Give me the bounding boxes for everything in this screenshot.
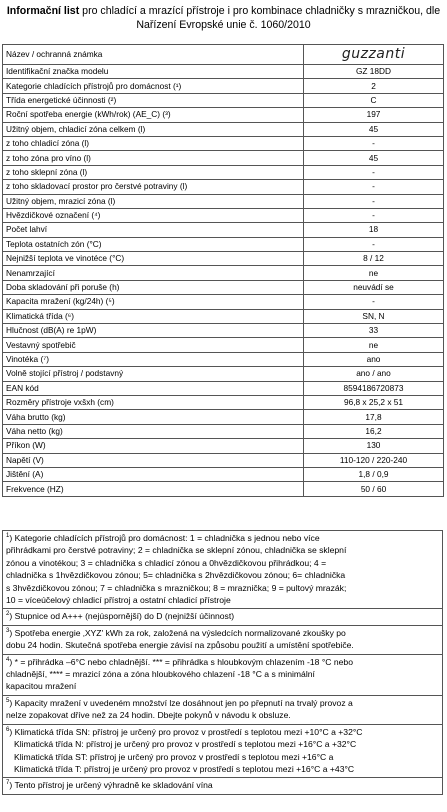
row-value: - [304, 208, 444, 222]
row-label: Nejnižší teplota ve vinotéce (°C) [3, 252, 304, 266]
row-value: neuvádí se [304, 280, 444, 294]
title-rest: pro chladící a mrazící přístroje i pro kombinace chladničky s mrazničkou, dle Nařízení Evropské unie č. 1060/2010 [79, 5, 441, 31]
table-row [3, 467, 444, 481]
row-label: Frekvence (HZ) [3, 482, 304, 496]
row-label: Hvězdičkové označení (⁴) [3, 208, 304, 222]
table-row [3, 367, 444, 381]
footnote-line: dobu 24 hodin. Skutečná spotřeba energie závisí na způsobu použití a umístění spotřebiče. [6, 640, 354, 651]
table-row [3, 151, 444, 165]
spec-table [2, 44, 444, 497]
row-label: Doba skladování při poruše (h) [3, 280, 304, 294]
table-row [3, 280, 444, 294]
table-row [3, 266, 444, 280]
row-label: Nenamrzající [3, 266, 304, 280]
row-label: Kategorie chladících přístrojů pro domácnost (¹) [3, 79, 304, 93]
row-value: - [304, 165, 444, 179]
table-row [3, 252, 444, 266]
footnote-line: nelze zopakovat dříve než za 24 hodin. Dbejte pokynů v návodu k obsluze. [6, 710, 291, 721]
row-label: Hlučnost (dB(A) re 1pW) [3, 324, 304, 338]
row-label: z toho sklepní zóna (l) [3, 165, 304, 179]
footnote-4 [3, 654, 442, 695]
row-value: ne [304, 266, 444, 280]
table-row [3, 237, 444, 251]
row-label: Váha brutto (kg) [3, 410, 304, 424]
row-label: z toho zóna pro víno (l) [3, 151, 304, 165]
row-value: C [304, 93, 444, 107]
table-row [3, 295, 444, 309]
row-value: GZ 18DD [304, 65, 444, 79]
footnote-7 [3, 777, 442, 793]
row-label: z toho skladovací prostor pro čerstvé potraviny (l) [3, 180, 304, 194]
row-value: 45 [304, 122, 444, 136]
row-value: 8594186720873 [304, 381, 444, 395]
table-row [3, 410, 444, 424]
table-row [3, 223, 444, 237]
row-label: Teplota ostatních zón (°C) [3, 237, 304, 251]
row-value: - [304, 136, 444, 150]
footnote-mark: 3 [6, 627, 10, 634]
row-label: Počet lahví [3, 223, 304, 237]
footnote-line: ) Tento přístroj je určený výhradně ke skladování vína [9, 780, 213, 791]
row-value: - [304, 237, 444, 251]
table-row [3, 381, 444, 395]
footnote-line: ) Stupnice od A+++ (nejúspornější) do D (nejnižší účinnost) [9, 611, 235, 622]
footnote-line: ) Kapacity mražení v uvedeném množství lze dosáhnout jen po přepnutí na trvalý provoz a [9, 697, 353, 708]
footnote-mark: 6 [6, 726, 10, 733]
footnote-line: ) * = přihrádka –6°C nebo chladnější. *** = přihrádka s hloubkovým chlazením -18 °C nebo [9, 656, 353, 667]
row-label: Vinotéka (⁷) [3, 352, 304, 366]
row-value: 110-120 / 220-240 [304, 453, 444, 467]
table-row [3, 309, 444, 323]
footnote-line: chladnička s 1hvězdičkovou zónou; 5= chladnička s 2hvězdičkovou zónou; 6= chladnička [6, 570, 346, 581]
row-value: 16,2 [304, 424, 444, 438]
row-value: 197 [304, 108, 444, 122]
page-title [0, 4, 447, 32]
table-row [3, 439, 444, 453]
table-row [3, 352, 444, 366]
row-value: 130 [304, 439, 444, 453]
row-label: Roční spotřeba energie (kWh/rok) (AE_C) (³) [3, 108, 304, 122]
footnote-mark: 7 [6, 780, 10, 787]
brand-logo [304, 45, 444, 65]
row-label: Identifikační značka modelu [3, 65, 304, 79]
row-label: Váha netto (kg) [3, 424, 304, 438]
row-label: Kapacita mražení (kg/24h) (⁵) [3, 295, 304, 309]
row-value: ne [304, 338, 444, 352]
footnote-line: Klimatická třída T: přístroj je určený pro provoz v prostředí s teplotou mezi +16°C a +43°C [14, 763, 355, 774]
row-label: Klimatická třída (⁶) [3, 309, 304, 323]
row-value: 17,8 [304, 410, 444, 424]
footnote-line: Klimatická třída ST: přístroj je určený pro provoz v prostředí s teplotou mezi +16°C a [14, 751, 334, 762]
row-value: 2 [304, 79, 444, 93]
footnote-line: Klimatická třída N: přístroj je určený pro provoz v prostředí s teplotou mezi +16°C a +32°C [14, 739, 357, 750]
footnotes [2, 530, 443, 795]
row-value: SN, N [304, 309, 444, 323]
row-value: 1,8 / 0,9 [304, 467, 444, 481]
footnote-5 [3, 695, 442, 724]
row-value: - [304, 295, 444, 309]
footnote-3 [3, 625, 442, 654]
brand-logo-text: guzzanti [341, 45, 406, 62]
footnote-mark: 5 [6, 697, 10, 704]
row-value: 96,8 x 25,2 x 51 [304, 395, 444, 409]
footnote-mark: 1 [6, 533, 10, 539]
row-label: Název / ochranná známka [3, 45, 304, 65]
table-row [3, 208, 444, 222]
table-row [3, 453, 444, 467]
table-row [3, 122, 444, 136]
row-label: Volně stojící přístroj / podstavný [3, 367, 304, 381]
footnote-line: s 3hvězdičkovou zónou; 7 = chladnička s mrazničkou; 8 = mraznička; 9 = pultový mrazák; [6, 582, 347, 593]
table-row [3, 395, 444, 409]
footnote-line: ) Klimatická třída SN: přístroj je určený pro provoz v prostředí s teplotou mezi +10°C a +32°C [9, 726, 363, 737]
table-row [3, 93, 444, 107]
table-row [3, 165, 444, 179]
footnote-line: 10 = víceúčelový chladicí přístroj a ostatní chladicí přístroje [6, 595, 231, 606]
footnote-line: ) Spotřeba energie ‚XYZ' kWh za rok, založená na výsledcích normalizované zkoušky po [9, 627, 346, 638]
row-value: 33 [304, 324, 444, 338]
row-value: 8 / 12 [304, 252, 444, 266]
row-value: ano / ano [304, 367, 444, 381]
footnote-line: zónou a vinotékou; 3 = chladnička s chladicí zónou a 0hvězdičkovou přihrádkou; 4 = [6, 557, 327, 568]
row-value: 45 [304, 151, 444, 165]
footnote-mark: 4 [6, 656, 10, 663]
footnote-1 [3, 530, 442, 608]
table-row [3, 194, 444, 208]
row-label: Rozměry přístroje vxšxh (cm) [3, 395, 304, 409]
row-value: 50 / 60 [304, 482, 444, 496]
footnote-2 [3, 608, 442, 624]
table-row [3, 338, 444, 352]
footnote-6 [3, 724, 442, 778]
title-bold: Informační list [6, 5, 80, 17]
footnote-line: přihrádkami pro čerstvé potraviny; 2 = chladnička se sklepní zónou, chladnička se sklepní [6, 545, 347, 556]
footnote-line: chladnější, **** = mrazicí zóna a zóna hloubkového chlazení -18 °C a s minimální [6, 669, 315, 680]
table-row [3, 45, 444, 65]
table-row [3, 324, 444, 338]
footnote-line: ) Kategorie chladících přístrojů pro domácnost: 1 = chladnička s jednou nebo více [9, 533, 320, 543]
row-label: Třída energetické účinnosti (²) [3, 93, 304, 107]
table-row [3, 65, 444, 79]
row-value: ano [304, 352, 444, 366]
spec-table-body [3, 45, 444, 497]
row-label: EAN kód [3, 381, 304, 395]
row-value: 18 [304, 223, 444, 237]
table-row [3, 180, 444, 194]
table-row [3, 482, 444, 496]
table-row [3, 136, 444, 150]
row-value: - [304, 180, 444, 194]
row-label: Vestavný spotřebič [3, 338, 304, 352]
table-row [3, 79, 444, 93]
row-label: Jištění (A) [3, 467, 304, 481]
row-label: Užitný objem, mrazicí zóna (l) [3, 194, 304, 208]
table-row [3, 424, 444, 438]
footnote-line: kapacitou mražení [6, 681, 77, 692]
table-row [3, 108, 444, 122]
footnote-mark: 2 [6, 611, 10, 618]
row-label: Příkon (W) [3, 439, 304, 453]
row-value: - [304, 194, 444, 208]
row-label: Napětí (V) [3, 453, 304, 467]
row-label: Užitný objem, chladicí zóna celkem (l) [3, 122, 304, 136]
row-label: z toho chladicí zóna (l) [3, 136, 304, 150]
